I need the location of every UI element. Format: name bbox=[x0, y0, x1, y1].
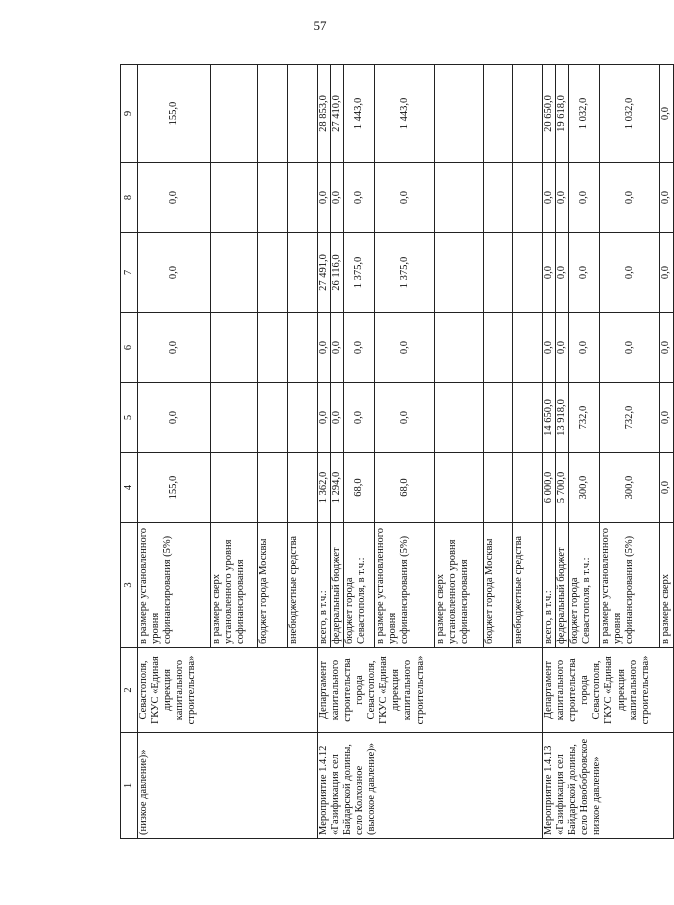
value-cell: 27 491,0 bbox=[318, 233, 331, 313]
measure-name: (низкое давление)» bbox=[138, 733, 318, 839]
funding-source: бюджет города Москвы bbox=[258, 523, 288, 648]
value-cell: 1 375,0 bbox=[375, 233, 435, 313]
value-cell bbox=[435, 313, 484, 383]
funding-source: в размере сверх bbox=[660, 523, 674, 648]
value-cell: 0,0 bbox=[569, 313, 600, 383]
value-cell: 0,0 bbox=[660, 453, 674, 523]
value-cell: 0,0 bbox=[375, 313, 435, 383]
value-cell bbox=[435, 453, 484, 523]
value-cell: 1 362,0 bbox=[318, 453, 331, 523]
value-cell: 0,0 bbox=[543, 233, 556, 313]
value-cell bbox=[484, 383, 513, 453]
value-cell bbox=[211, 233, 258, 313]
value-cell: 0,0 bbox=[375, 163, 435, 233]
value-cell: 0,0 bbox=[600, 163, 660, 233]
value-cell: 1 443,0 bbox=[375, 65, 435, 163]
value-cell bbox=[288, 233, 318, 313]
value-cell bbox=[435, 383, 484, 453]
value-cell: 0,0 bbox=[331, 313, 344, 383]
col-header: 8 bbox=[121, 163, 138, 233]
value-cell: 0,0 bbox=[344, 313, 375, 383]
value-cell bbox=[513, 313, 543, 383]
value-cell: 1 032,0 bbox=[569, 65, 600, 163]
funding-source: федеральный бюджет bbox=[331, 523, 344, 648]
value-cell: 27 410,0 bbox=[331, 65, 344, 163]
executor: Севастополя, ГКУС «Единая дирекция капитального строительства» bbox=[138, 648, 318, 733]
funding-source: бюджет города Севастополя, в т.ч.: bbox=[344, 523, 375, 648]
value-cell bbox=[211, 163, 258, 233]
value-cell: 732,0 bbox=[569, 383, 600, 453]
value-cell bbox=[435, 163, 484, 233]
funding-source: внебюджетные средства bbox=[288, 523, 318, 648]
col-header: 6 bbox=[121, 313, 138, 383]
value-cell bbox=[258, 383, 288, 453]
funding-source: всего, в т.ч.: bbox=[318, 523, 331, 648]
funding-source: в размере сверх установленного уровня софинансирования bbox=[211, 523, 258, 648]
value-cell: 0,0 bbox=[556, 313, 569, 383]
funding-source: бюджет города Москвы bbox=[484, 523, 513, 648]
funding-source: бюджет города Севастополя, в т.ч.: bbox=[569, 523, 600, 648]
value-cell: 0,0 bbox=[660, 313, 674, 383]
value-cell: 0,0 bbox=[660, 383, 674, 453]
value-cell bbox=[484, 453, 513, 523]
value-cell: 300,0 bbox=[600, 453, 660, 523]
value-cell bbox=[513, 453, 543, 523]
value-cell bbox=[484, 313, 513, 383]
value-cell: 0,0 bbox=[331, 383, 344, 453]
value-cell bbox=[211, 65, 258, 163]
value-cell bbox=[258, 453, 288, 523]
value-cell bbox=[258, 313, 288, 383]
value-cell: 68,0 bbox=[344, 453, 375, 523]
funding-source: в размере сверх установленного уровня софинансирования bbox=[435, 523, 484, 648]
value-cell: 0,0 bbox=[138, 163, 211, 233]
value-cell: 1 375,0 bbox=[344, 233, 375, 313]
value-cell: 13 918,0 bbox=[556, 383, 569, 453]
value-cell: 1 032,0 bbox=[600, 65, 660, 163]
col-header: 3 bbox=[121, 523, 138, 648]
budget-table bbox=[120, 64, 674, 839]
table-row bbox=[543, 65, 556, 839]
funding-source: в размере установленного уровня софинансирования (5%) bbox=[375, 523, 435, 648]
value-cell: 0,0 bbox=[344, 383, 375, 453]
value-cell bbox=[513, 233, 543, 313]
header-row bbox=[121, 65, 138, 839]
value-cell bbox=[513, 163, 543, 233]
value-cell bbox=[288, 453, 318, 523]
value-cell: 14 650,0 bbox=[543, 383, 556, 453]
value-cell: 0,0 bbox=[331, 163, 344, 233]
value-cell: 0,0 bbox=[660, 163, 674, 233]
measure-name: Мероприятие 1.4.12 «Газификация сел Байдарской долины, село Колхозное (высокое давление)» bbox=[318, 733, 543, 839]
value-cell: 26 116,0 bbox=[331, 233, 344, 313]
value-cell: 0,0 bbox=[318, 383, 331, 453]
col-header: 1 bbox=[121, 733, 138, 839]
executor: Департамент капитального строительства города Севастополя, ГКУС «Единая дирекция капитального строительства» bbox=[318, 648, 543, 733]
value-cell bbox=[288, 313, 318, 383]
value-cell bbox=[258, 163, 288, 233]
value-cell bbox=[435, 233, 484, 313]
value-cell: 732,0 bbox=[600, 383, 660, 453]
value-cell: 68,0 bbox=[375, 453, 435, 523]
funding-source: в размере установленного уровня софинансирования (5%) bbox=[138, 523, 211, 648]
value-cell: 0,0 bbox=[138, 313, 211, 383]
value-cell bbox=[288, 65, 318, 163]
value-cell: 155,0 bbox=[138, 65, 211, 163]
table-row bbox=[318, 65, 331, 839]
funding-source: всего, в т.ч.: bbox=[543, 523, 556, 648]
value-cell: 0,0 bbox=[138, 383, 211, 453]
value-cell: 0,0 bbox=[318, 163, 331, 233]
value-cell: 0,0 bbox=[543, 163, 556, 233]
value-cell: 0,0 bbox=[556, 233, 569, 313]
value-cell bbox=[288, 383, 318, 453]
value-cell bbox=[211, 453, 258, 523]
col-header: 9 bbox=[121, 65, 138, 163]
table-row bbox=[138, 65, 211, 839]
col-header: 5 bbox=[121, 383, 138, 453]
value-cell: 155,0 bbox=[138, 453, 211, 523]
value-cell bbox=[513, 65, 543, 163]
value-cell: 0,0 bbox=[660, 65, 674, 163]
col-header: 7 bbox=[121, 233, 138, 313]
funding-source: в размере установленного уровня софинансирования (5%) bbox=[600, 523, 660, 648]
rotated-table-wrapper bbox=[120, 65, 672, 839]
funding-source: внебюджетные средства bbox=[513, 523, 543, 648]
value-cell: 0,0 bbox=[660, 233, 674, 313]
funding-source: федеральный бюджет bbox=[556, 523, 569, 648]
value-cell: 0,0 bbox=[375, 383, 435, 453]
value-cell bbox=[484, 65, 513, 163]
value-cell: 0,0 bbox=[556, 163, 569, 233]
value-cell: 0,0 bbox=[344, 163, 375, 233]
executor: Департамент капитального строительства города Севастополя, ГКУС «Единая дирекция капитального строительства» bbox=[543, 648, 674, 733]
value-cell: 0,0 bbox=[569, 163, 600, 233]
value-cell bbox=[435, 65, 484, 163]
col-header: 4 bbox=[121, 453, 138, 523]
measure-name: Мероприятие 1.4.13 «Газификация сел Байдарской долины, село Новобобровское низкое давление» bbox=[543, 733, 674, 839]
value-cell: 0,0 bbox=[318, 313, 331, 383]
page-number: 57 bbox=[313, 18, 327, 33]
value-cell: 300,0 bbox=[569, 453, 600, 523]
value-cell: 1 443,0 bbox=[344, 65, 375, 163]
value-cell bbox=[484, 233, 513, 313]
value-cell: 0,0 bbox=[543, 313, 556, 383]
value-cell bbox=[513, 383, 543, 453]
value-cell: 1 294,0 bbox=[331, 453, 344, 523]
col-header: 2 bbox=[121, 648, 138, 733]
value-cell: 5 700,0 bbox=[556, 453, 569, 523]
value-cell bbox=[211, 383, 258, 453]
value-cell bbox=[288, 163, 318, 233]
value-cell: 0,0 bbox=[600, 233, 660, 313]
value-cell bbox=[484, 163, 513, 233]
value-cell: 6 000,0 bbox=[543, 453, 556, 523]
value-cell bbox=[258, 65, 288, 163]
value-cell: 0,0 bbox=[600, 313, 660, 383]
value-cell bbox=[211, 313, 258, 383]
value-cell bbox=[258, 233, 288, 313]
value-cell: 0,0 bbox=[569, 233, 600, 313]
value-cell: 19 618,0 bbox=[556, 65, 569, 163]
value-cell: 28 853,0 bbox=[318, 65, 331, 163]
value-cell: 0,0 bbox=[138, 233, 211, 313]
value-cell: 20 650,0 bbox=[543, 65, 556, 163]
